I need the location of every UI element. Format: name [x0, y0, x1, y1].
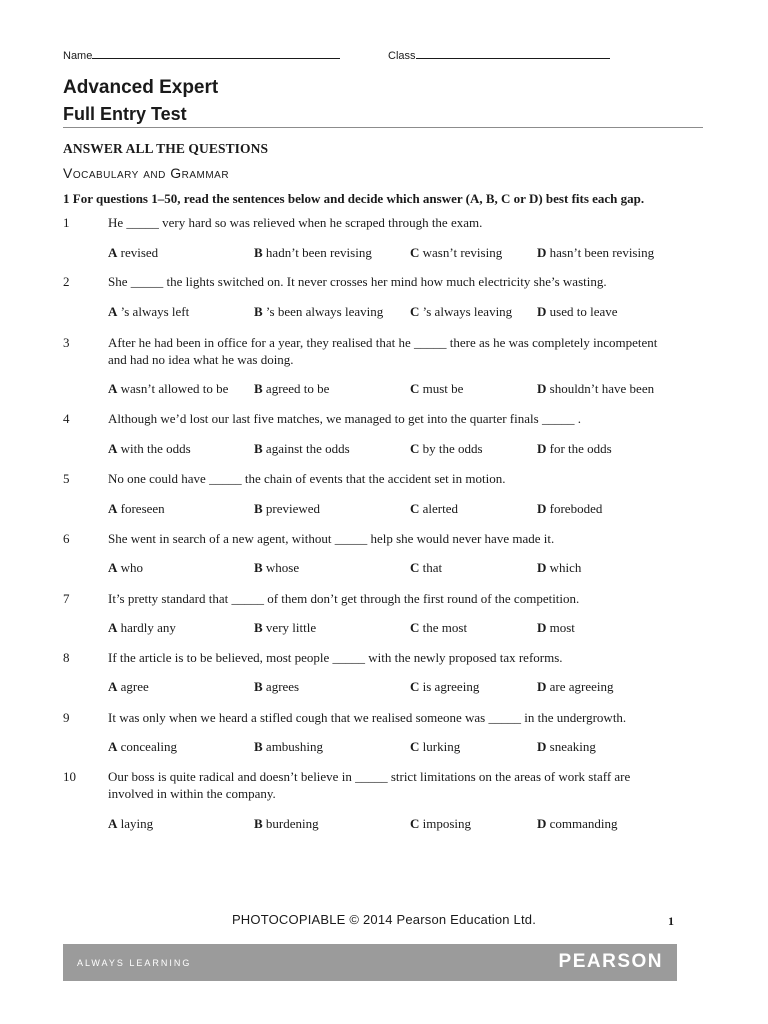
question-text: After he had been in office for a year, they realised that he _____ there as he was completely incompetent and had no idea what he was doing.: [108, 335, 658, 367]
answer-option-c: C by the odds: [410, 441, 483, 456]
question-text: Although we’d lost our last five matches, we managed to get into the quarter finals _____ .: [108, 411, 581, 426]
answer-option-c: C the most: [410, 620, 468, 635]
question-number: 10: [63, 769, 76, 784]
brand-tagline: ALWAYS LEARNING: [77, 958, 192, 968]
answer-option-c: C wasn’t revising: [410, 245, 503, 260]
answer-option-b: B hadn’t been revising: [254, 245, 372, 260]
answer-option-a: A laying: [108, 816, 154, 831]
question-text: She _____ the lights switched on. It never crosses her mind how much electricity she’s wasting.: [108, 274, 607, 289]
answer-option-c: C imposing: [410, 816, 472, 831]
answer-option-c: C ’s always leaving: [410, 304, 513, 319]
document-subtitle: Full Entry Test: [63, 104, 187, 124]
answer-option-d: D for the odds: [537, 441, 612, 456]
answer-option-b: B burdening: [254, 816, 319, 831]
section-heading: Vocabulary and Grammar: [63, 165, 230, 181]
answer-option-c: C alerted: [410, 501, 459, 516]
answer-option-b: B agrees: [254, 679, 300, 694]
answer-option-b: B very little: [254, 620, 317, 635]
answer-option-d: D which: [537, 560, 582, 575]
question-number: 4: [63, 411, 70, 426]
answer-option-c: C that: [410, 560, 443, 575]
question-number: 6: [63, 531, 70, 546]
pearson-logo: PEARSON: [558, 951, 663, 972]
question-number: 2: [63, 274, 70, 289]
question-text: He _____ very hard so was relieved when he scraped through the exam.: [108, 215, 483, 230]
answer-option-b: B previewed: [254, 501, 321, 516]
answer-option-d: D hasn’t been revising: [537, 245, 655, 260]
name-field: [63, 48, 340, 62]
name-blank-line: [92, 48, 340, 59]
question-text: Our boss is quite radical and doesn’t believe in _____ strict limitations on the areas of work staff are involved in within the company.: [108, 769, 631, 801]
question-text: No one could have _____ the chain of events that the accident set in motion.: [108, 471, 506, 486]
answer-option-b: B ambushing: [254, 739, 323, 754]
answer-option-c: C lurking: [410, 739, 461, 754]
class-blank-line: [416, 48, 610, 59]
question-text: It was only when we heard a stifled cough that we realised someone was _____ in the undergrowth.: [108, 710, 627, 725]
instruction-heading: ANSWER ALL THE QUESTIONS: [63, 141, 269, 156]
answer-option-a: A with the odds: [108, 441, 191, 456]
answer-option-d: D commanding: [537, 816, 618, 831]
answer-option-a: A who: [108, 560, 144, 575]
answer-option-c: C must be: [410, 381, 464, 396]
page-number: 1: [668, 914, 674, 928]
brand-footer-bar: [63, 944, 677, 981]
class-field: [388, 48, 610, 62]
answer-option-a: A foreseen: [108, 501, 165, 516]
question-text: If the article is to be believed, most people _____ with the newly proposed tax reforms.: [108, 650, 563, 665]
answer-option-a: A wasn’t allowed to be: [108, 381, 229, 396]
question-number: 3: [63, 335, 70, 350]
question-text: It’s pretty standard that _____ of them don’t get through the first round of the competition.: [108, 591, 580, 606]
answer-option-d: D used to leave: [537, 304, 618, 319]
copyright-notice: PHOTOCOPIABLE © 2014 Pearson Education Ltd.: [231, 912, 537, 927]
answer-option-b: B agreed to be: [254, 381, 330, 396]
task-instruction: 1 For questions 1–50, read the sentences below and decide which answer (A, B, C or D) best fits each gap.: [63, 191, 645, 206]
question-number: 5: [63, 471, 70, 486]
question-number: 1: [63, 215, 70, 230]
answer-option-b: B whose: [254, 560, 300, 575]
answer-option-c: C is agreeing: [410, 679, 480, 694]
title-divider: [63, 127, 703, 128]
class-label: Class: [388, 50, 416, 62]
answer-option-a: A agree: [108, 679, 149, 694]
answer-option-d: D most: [537, 620, 575, 635]
name-label: Name: [63, 50, 93, 62]
answer-option-d: D are agreeing: [537, 679, 614, 694]
answer-option-a: A ’s always left: [108, 304, 190, 319]
question-text: She went in search of a new agent, without _____ help she would never have made it.: [108, 531, 555, 546]
answer-option-a: A concealing: [108, 739, 177, 754]
answer-option-b: B against the odds: [254, 441, 350, 456]
question-number: 7: [63, 591, 70, 606]
question-number: 8: [63, 650, 70, 665]
document-title: Advanced Expert: [63, 77, 219, 98]
answer-option-a: A hardly any: [108, 620, 176, 635]
question-number: 9: [63, 710, 70, 725]
answer-option-d: D shouldn’t have been: [537, 381, 655, 396]
answer-option-a: A revised: [108, 245, 159, 260]
answer-option-b: B ’s been always leaving: [254, 304, 384, 319]
answer-option-d: D sneaking: [537, 739, 596, 754]
answer-option-d: D foreboded: [537, 501, 603, 516]
